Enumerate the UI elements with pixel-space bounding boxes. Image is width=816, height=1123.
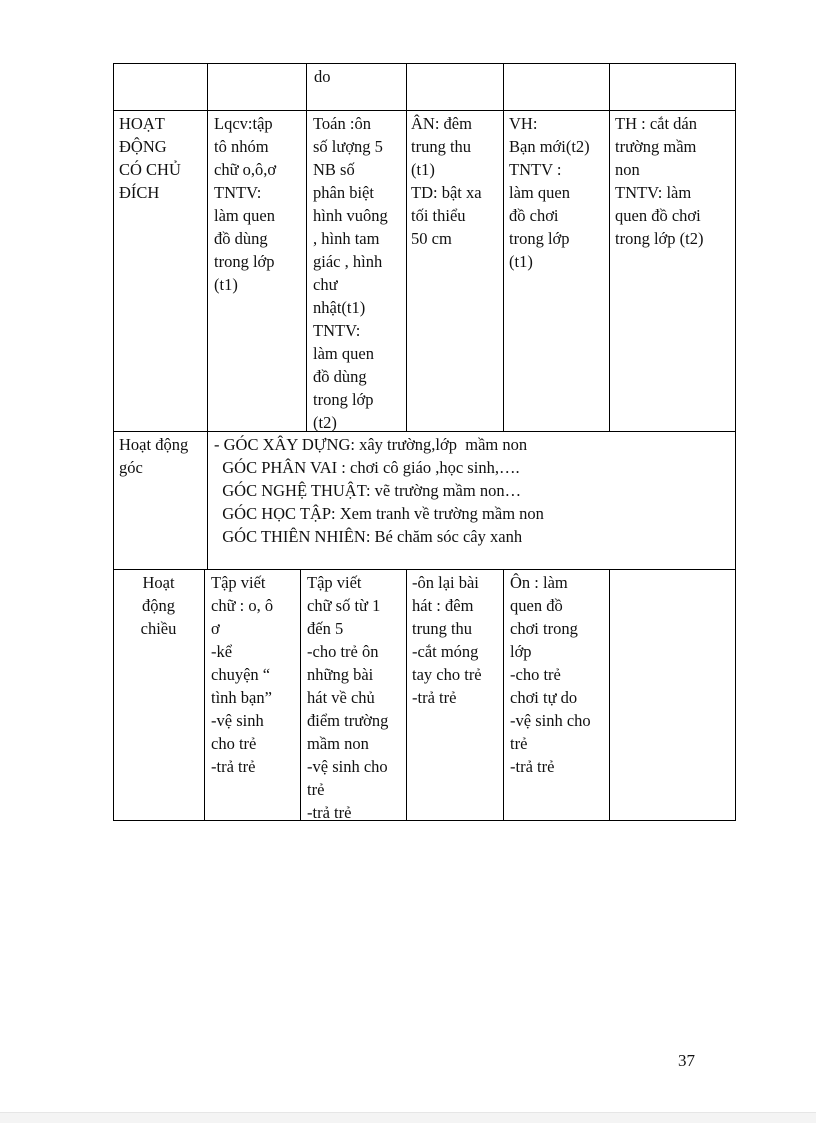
cell-chu-dich-wed: ÂN: đêm trung thu (t1) TD: bật xa tối thiểu 50 cm (411, 114, 482, 248)
row-label-chieu: Hoạt động chiều (140, 573, 177, 638)
cell-chu-dich-mon: Lqcv:tập tô nhóm chữ o,ô,ơ TNTV: làm quen đồ dùng trong lớp (t1) (214, 114, 277, 294)
row-label-chu-dich: HOẠT ĐỘNG CÓ CHỦ ĐÍCH (119, 114, 181, 202)
table-border-left (113, 63, 114, 821)
column-divider (306, 63, 307, 432)
column-divider (503, 63, 504, 432)
column-divider (609, 569, 610, 821)
cell-chieu-wed: -ôn lại bài hát : đêm trung thu -cắt móng tay cho trẻ -trả trẻ (412, 573, 482, 707)
cell-goc-content: - GÓC XÂY DỰNG: xây trường,lớp mầm non GÓC PHÂN VAI : chơi cô giáo ,học sinh,…. GÓC NGHỆ THUẬT: vẽ trường mầm non… GÓC HỌC TẬP: Xem tranh về trường mầm non GÓC THIÊN NHIÊN: Bé chăm sóc cây xanh (214, 435, 544, 546)
cell-chieu-thu: Ôn : làm quen đồ chơi trong lớp -cho trẻ chơi tự do -vệ sinh cho trẻ -trả trẻ (510, 573, 591, 776)
cell-chieu-mon: Tập viết chữ : o, ô ơ -kể chuyện “ tình bạn” -vệ sinh cho trẻ -trả trẻ (211, 573, 274, 776)
column-divider (300, 569, 301, 821)
cell-chu-dich-tue: Toán :ôn số lượng 5 NB số phân biệt hình vuông , hình tam giác , hình chư nhật(t1) TNTV: làm quen đồ dùng trong lớp (t2) (313, 114, 388, 432)
table-border-right (735, 63, 736, 821)
page-bottom-edge (0, 1112, 816, 1123)
column-divider (207, 63, 208, 432)
table-border-bottom (113, 820, 736, 821)
cell-chieu-tue: Tập viết chữ số từ 1 đến 5 -cho trẻ ôn những bài hát về chủ điểm trường mầm non -vệ sinh cho trẻ -trả trẻ (307, 573, 389, 822)
column-divider (207, 431, 208, 570)
column-divider (204, 569, 205, 821)
column-divider (503, 569, 504, 821)
column-divider (609, 63, 610, 432)
cell-continuation-text: do (314, 67, 331, 86)
row-label-goc: Hoạt động góc (119, 435, 189, 477)
cell-chu-dich-fri: TH : cắt dán trường mầm non TNTV: làm quen đồ chơi trong lớp (t2) (615, 114, 704, 248)
column-divider (406, 569, 407, 821)
cell-chu-dich-thu: VH: Bạn mới(t2) TNTV : làm quen đồ chơi trong lớp (t1) (509, 114, 590, 271)
page-number: 37 (678, 1051, 695, 1070)
